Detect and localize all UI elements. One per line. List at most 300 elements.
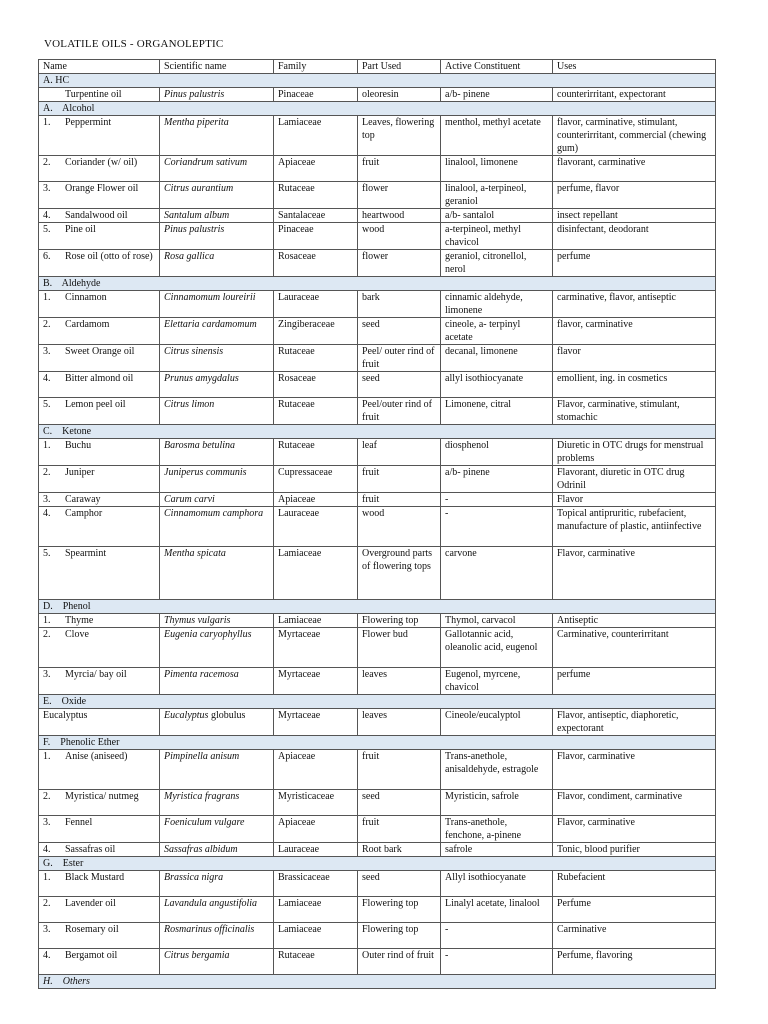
- scientific-name: [160, 897, 274, 923]
- uses: Rubefacient: [553, 871, 716, 897]
- category-row: [39, 425, 716, 439]
- family: Lamiaceae: [274, 614, 358, 628]
- family: Lauraceae: [274, 291, 358, 318]
- family: Myrtaceae: [274, 709, 358, 736]
- active-constituent: a/b- pinene: [441, 88, 553, 102]
- oil-name-cell: [39, 547, 160, 600]
- active-constituent: cineole, a- terpinyl acetate: [441, 318, 553, 345]
- scientific-name: [160, 372, 274, 398]
- active-constituent: decanal, limonene: [441, 345, 553, 372]
- scientific-name: [160, 843, 274, 857]
- part-used: fruit: [358, 493, 441, 507]
- table-row: [39, 871, 716, 897]
- scientific-name: [160, 398, 274, 425]
- scientific-name-text: Pinus palustris: [164, 89, 225, 100]
- active-constituent: Linalyl acetate, linalool: [441, 897, 553, 923]
- uses: disinfectant, deodorant: [553, 223, 716, 250]
- family: Pinaceae: [274, 223, 358, 250]
- part-used: fruit: [358, 816, 441, 843]
- table-row: [39, 439, 716, 466]
- family: Lamiaceae: [274, 547, 358, 600]
- col-header-name: Name: [39, 60, 160, 74]
- scientific-name-text: Elettaria cardamomum: [164, 319, 257, 330]
- oil-name-cell: [39, 88, 160, 102]
- category-row: [39, 975, 716, 989]
- oil-name: Cardamom: [65, 319, 110, 330]
- category-row: [39, 736, 716, 750]
- part-used: Leaves, flowering top: [358, 116, 441, 156]
- part-used: leaves: [358, 709, 441, 736]
- oil-name: Buchu: [65, 440, 92, 451]
- oil-name-cell: [39, 949, 160, 975]
- table-row: [39, 709, 716, 736]
- row-number: 2.: [43, 467, 51, 478]
- active-constituent: diosphenol: [441, 439, 553, 466]
- table-row: [39, 923, 716, 949]
- oil-name-cell: [39, 209, 160, 223]
- uses: Perfume, flavoring: [553, 949, 716, 975]
- uses: Flavor, condiment, carminative: [553, 790, 716, 816]
- table-row: [39, 318, 716, 345]
- uses: Carminative, counterirritant: [553, 628, 716, 668]
- family: Brassicaceae: [274, 871, 358, 897]
- row-number: 5.: [43, 548, 51, 559]
- oil-name: Thyme: [65, 615, 94, 626]
- oil-name-cell: [39, 668, 160, 695]
- oil-name-cell: [39, 493, 160, 507]
- uses: Flavorant, diuretic in OTC drug Odrinil: [553, 466, 716, 493]
- oil-name-cell: [39, 250, 160, 277]
- scientific-name-text: Brassica nigra: [164, 872, 224, 883]
- category-label: D. Phenol: [39, 600, 716, 614]
- row-number: 1.: [43, 872, 51, 883]
- uses: flavor, carminative, stimulant, counterirritant, commercial (chewing gum): [553, 116, 716, 156]
- part-used: wood: [358, 507, 441, 547]
- scientific-name: [160, 949, 274, 975]
- table-row: [39, 507, 716, 547]
- oil-name: Pine oil: [65, 224, 96, 235]
- active-constituent: a-terpineol, methyl chavicol: [441, 223, 553, 250]
- family: Apiaceae: [274, 156, 358, 182]
- oil-name-cell: [39, 816, 160, 843]
- oil-name: Rosemary oil: [65, 924, 119, 935]
- row-number: 5.: [43, 399, 51, 410]
- table-row: [39, 949, 716, 975]
- family: Lauraceae: [274, 507, 358, 547]
- family: Rutaceae: [274, 949, 358, 975]
- uses: Topical antipruritic, rubefacient, manufacture of plastic, antiinfective: [553, 507, 716, 547]
- table-row: [39, 345, 716, 372]
- scientific-name: [160, 614, 274, 628]
- uses: perfume: [553, 668, 716, 695]
- table-row: [39, 209, 716, 223]
- scientific-name-text: Eugenia caryophyllus: [164, 629, 252, 640]
- table-row: [39, 493, 716, 507]
- oil-name: Fennel: [65, 817, 93, 828]
- scientific-name-text: Mentha spicata: [164, 548, 226, 559]
- oil-name-cell: [39, 897, 160, 923]
- table-row: [39, 816, 716, 843]
- table-row: [39, 628, 716, 668]
- oil-name-cell: [39, 507, 160, 547]
- oil-name: Clove: [65, 629, 89, 640]
- uses: insect repellant: [553, 209, 716, 223]
- uses: Antiseptic: [553, 614, 716, 628]
- category-label: H. Others: [39, 975, 716, 989]
- scientific-name-text: Mentha piperita: [164, 117, 229, 128]
- family: Lamiaceae: [274, 897, 358, 923]
- table-row: [39, 466, 716, 493]
- table-row: [39, 250, 716, 277]
- uses: Flavor, carminative: [553, 547, 716, 600]
- oil-name: Spearmint: [65, 548, 107, 559]
- row-number: 1.: [43, 615, 51, 626]
- col-header-part-used: Part Used: [358, 60, 441, 74]
- table-row: [39, 223, 716, 250]
- category-label: G. Ester: [39, 857, 716, 871]
- part-used: Flower bud: [358, 628, 441, 668]
- active-constituent: a/b- santalol: [441, 209, 553, 223]
- oil-name-cell: [39, 439, 160, 466]
- row-number: 4.: [43, 508, 51, 519]
- active-constituent: Trans-anethole, fenchone, a-pinene: [441, 816, 553, 843]
- active-constituent: safrole: [441, 843, 553, 857]
- category-row: [39, 74, 716, 88]
- uses: Flavor, antiseptic, diaphoretic, expectorant: [553, 709, 716, 736]
- part-used: Peel/outer rind of fruit: [358, 398, 441, 425]
- part-used: Flowering top: [358, 923, 441, 949]
- part-used: seed: [358, 318, 441, 345]
- scientific-name-text: Citrus limon: [164, 399, 215, 410]
- uses: flavorant, carminative: [553, 156, 716, 182]
- scientific-name: [160, 88, 274, 102]
- row-number: 1.: [43, 751, 51, 762]
- row-number: 1.: [43, 117, 51, 128]
- oil-name: Rose oil (otto of rose): [65, 251, 153, 262]
- category-row: [39, 695, 716, 709]
- part-used: heartwood: [358, 209, 441, 223]
- row-number: 4.: [43, 950, 51, 961]
- scientific-name-text: Pinus palustris: [164, 224, 225, 235]
- scientific-name-text: Santalum album: [164, 210, 230, 221]
- scientific-name-text: Myristica fragrans: [164, 791, 240, 802]
- active-constituent: allyl isothiocyanate: [441, 372, 553, 398]
- scientific-name-text: Rosa gallica: [164, 251, 215, 262]
- category-row: [39, 102, 716, 116]
- uses: perfume: [553, 250, 716, 277]
- part-used: leaf: [358, 439, 441, 466]
- scientific-name-text: Citrus sinensis: [164, 346, 224, 357]
- scientific-name-text: Juniperus communis: [164, 467, 247, 478]
- table-body: [39, 74, 716, 989]
- family: Zingiberaceae: [274, 318, 358, 345]
- oil-name-cell: [39, 291, 160, 318]
- table-row: [39, 88, 716, 102]
- part-used: Peel/ outer rind of fruit: [358, 345, 441, 372]
- row-number: 4.: [43, 844, 51, 855]
- scientific-name: [160, 507, 274, 547]
- scientific-name: [160, 223, 274, 250]
- category-label: A. Alcohol: [39, 102, 716, 116]
- row-number: 2.: [43, 319, 51, 330]
- active-constituent: -: [441, 493, 553, 507]
- oil-name-cell: [39, 372, 160, 398]
- part-used: leaves: [358, 668, 441, 695]
- scientific-name: [160, 871, 274, 897]
- category-label: B. Aldehyde: [39, 277, 716, 291]
- part-used: Outer rind of fruit: [358, 949, 441, 975]
- scientific-name: [160, 182, 274, 209]
- active-constituent: linalool, limonene: [441, 156, 553, 182]
- oil-name: Lemon peel oil: [65, 399, 126, 410]
- oil-name-cell: [39, 871, 160, 897]
- document-title: VOLATILE OILS - ORGANOLEPTIC: [44, 38, 224, 50]
- row-number: 2.: [43, 898, 51, 909]
- scientific-name: [160, 291, 274, 318]
- uses: flavor, carminative: [553, 318, 716, 345]
- oil-name: Myrcia/ bay oil: [65, 669, 127, 680]
- part-used: flower: [358, 250, 441, 277]
- oil-name-cell: [39, 223, 160, 250]
- family: Lamiaceae: [274, 116, 358, 156]
- uses: flavor: [553, 345, 716, 372]
- oil-name: Bitter almond oil: [65, 373, 134, 384]
- family: Cupressaceae: [274, 466, 358, 493]
- row-number: 3.: [43, 494, 51, 505]
- part-used: fruit: [358, 466, 441, 493]
- oil-name: Bergamot oil: [65, 950, 118, 961]
- oil-name: Orange Flower oil: [65, 183, 139, 194]
- uses: perfume, flavor: [553, 182, 716, 209]
- row-number: 4.: [43, 210, 51, 221]
- oil-name: Sweet Orange oil: [65, 346, 135, 357]
- scientific-name-text: Sassafras albidum: [164, 844, 238, 855]
- row-number: 3.: [43, 346, 51, 357]
- scientific-name: [160, 466, 274, 493]
- row-number: 2.: [43, 791, 51, 802]
- oil-name-cell: [39, 466, 160, 493]
- active-constituent: a/b- pinene: [441, 466, 553, 493]
- oil-name-cell: [39, 790, 160, 816]
- active-constituent: -: [441, 923, 553, 949]
- active-constituent: carvone: [441, 547, 553, 600]
- uses: Flavor, carminative: [553, 750, 716, 790]
- oil-name: Black Mustard: [65, 872, 125, 883]
- table-row: [39, 668, 716, 695]
- category-label: A. HC: [39, 74, 716, 88]
- family: Pinaceae: [274, 88, 358, 102]
- scientific-name: [160, 923, 274, 949]
- oil-name-cell: [39, 318, 160, 345]
- scientific-name: [160, 156, 274, 182]
- uses: Carminative: [553, 923, 716, 949]
- oil-name: Sandalwood oil: [65, 210, 128, 221]
- scientific-name: [160, 750, 274, 790]
- scientific-name-text: Thymus vulgaris: [164, 615, 231, 626]
- uses: Tonic, blood purifier: [553, 843, 716, 857]
- oil-name-cell: [39, 843, 160, 857]
- family: Lamiaceae: [274, 923, 358, 949]
- scientific-name-text: Carum carvi: [164, 494, 215, 505]
- part-used: oleoresin: [358, 88, 441, 102]
- scientific-name-text: Prunus amygdalus: [164, 373, 239, 384]
- scientific-name-text: Citrus bergamia: [164, 950, 230, 961]
- active-constituent: menthol, methyl acetate: [441, 116, 553, 156]
- row-number: 3.: [43, 924, 51, 935]
- row-number: 3.: [43, 817, 51, 828]
- part-used: Flowering top: [358, 897, 441, 923]
- scientific-name-text: Coriandrum sativum: [164, 157, 248, 168]
- category-label: C. Ketone: [39, 425, 716, 439]
- scientific-name: [160, 318, 274, 345]
- col-header-uses: Uses: [553, 60, 716, 74]
- family: Myristicaceae: [274, 790, 358, 816]
- part-used: Flowering top: [358, 614, 441, 628]
- header-row: [39, 60, 716, 74]
- family: Santalaceae: [274, 209, 358, 223]
- family: Myrtaceae: [274, 628, 358, 668]
- scientific-name: [160, 116, 274, 156]
- active-constituent: Cineole/eucalyptol: [441, 709, 553, 736]
- table-row: [39, 750, 716, 790]
- row-number: 6.: [43, 251, 51, 262]
- family: Rutaceae: [274, 398, 358, 425]
- scientific-name-text: Citrus aurantium: [164, 183, 234, 194]
- active-constituent: geraniol, citronellol, nerol: [441, 250, 553, 277]
- category-label: F. Phenolic Ether: [39, 736, 716, 750]
- oil-name-cell: [39, 345, 160, 372]
- family: Rutaceae: [274, 345, 358, 372]
- oil-name: Caraway: [65, 494, 101, 505]
- oil-name-cell: [39, 923, 160, 949]
- family: Apiaceae: [274, 816, 358, 843]
- scientific-name-text: Cinnamomum loureirii: [164, 292, 256, 303]
- col-header-scientific-name: Scientific name: [160, 60, 274, 74]
- col-header-family: Family: [274, 60, 358, 74]
- category-row: [39, 857, 716, 871]
- oil-name: Anise (aniseed): [65, 751, 128, 762]
- row-number: 2.: [43, 157, 51, 168]
- oil-name: Eucalyptus: [43, 710, 88, 721]
- uses: Diuretic in OTC drugs for menstrual problems: [553, 439, 716, 466]
- part-used: wood: [358, 223, 441, 250]
- active-constituent: cinnamic aldehyde, limonene: [441, 291, 553, 318]
- oil-name-cell: [39, 116, 160, 156]
- active-constituent: -: [441, 949, 553, 975]
- oil-name: Cinnamon: [65, 292, 107, 303]
- active-constituent: Myristicin, safrole: [441, 790, 553, 816]
- scientific-name-text: Pimpinella anisum: [164, 751, 240, 762]
- active-constituent: Gallotannic acid, oleanolic acid, eugenol: [441, 628, 553, 668]
- scientific-name: [160, 816, 274, 843]
- table-row: [39, 398, 716, 425]
- oil-name: Sassafras oil: [65, 844, 116, 855]
- table-row: [39, 116, 716, 156]
- part-used: fruit: [358, 156, 441, 182]
- scientific-name: [160, 209, 274, 223]
- oil-name-cell: [39, 156, 160, 182]
- scientific-name-text: Pimenta racemosa: [164, 669, 239, 680]
- table-row: [39, 843, 716, 857]
- part-used: Root bark: [358, 843, 441, 857]
- row-number: 3.: [43, 183, 51, 194]
- scientific-name: [160, 547, 274, 600]
- table-row: [39, 790, 716, 816]
- family: Myrtaceae: [274, 668, 358, 695]
- table-row: [39, 897, 716, 923]
- active-constituent: Allyl isothiocyanate: [441, 871, 553, 897]
- family: Rutaceae: [274, 182, 358, 209]
- part-used: seed: [358, 790, 441, 816]
- oil-name: Juniper: [65, 467, 95, 478]
- row-number: 4.: [43, 373, 51, 384]
- uses: Flavor, carminative, stimulant, stomachic: [553, 398, 716, 425]
- row-number: 5.: [43, 224, 51, 235]
- oil-name: Myristica/ nutmeg: [65, 791, 139, 802]
- part-used: fruit: [358, 750, 441, 790]
- table-row: [39, 291, 716, 318]
- scientific-name-text: Lavandula angustifolia: [164, 898, 258, 909]
- active-constituent: linalool, a-terpineol, geraniol: [441, 182, 553, 209]
- oil-name-cell: [39, 182, 160, 209]
- scientific-name: [160, 439, 274, 466]
- family: Apiaceae: [274, 493, 358, 507]
- scientific-name: [160, 790, 274, 816]
- category-label: E. Oxide: [39, 695, 716, 709]
- row-number: 3.: [43, 669, 51, 680]
- scientific-name: [160, 628, 274, 668]
- family: Rosaceae: [274, 250, 358, 277]
- family: Apiaceae: [274, 750, 358, 790]
- uses: counterirritant, expectorant: [553, 88, 716, 102]
- table-row: [39, 372, 716, 398]
- oil-name: Camphor: [65, 508, 103, 519]
- active-constituent: Limonene, citral: [441, 398, 553, 425]
- scientific-name-text: Cinnamomum camphora: [164, 508, 264, 519]
- row-number: 2.: [43, 629, 51, 640]
- oil-name-cell: [39, 614, 160, 628]
- active-constituent: Thymol, carvacol: [441, 614, 553, 628]
- scientific-name-text: Barosma betulina: [164, 440, 236, 451]
- volatile-oils-table: [38, 59, 716, 989]
- scientific-name-epithet: globulus: [208, 710, 246, 721]
- scientific-name: [160, 709, 274, 736]
- uses: emollient, ing. in cosmetics: [553, 372, 716, 398]
- family: Rutaceae: [274, 439, 358, 466]
- table-row: [39, 182, 716, 209]
- scientific-name: [160, 668, 274, 695]
- part-used: seed: [358, 871, 441, 897]
- family: Rosaceae: [274, 372, 358, 398]
- category-row: [39, 277, 716, 291]
- scientific-name: [160, 493, 274, 507]
- scientific-name-text: Foeniculum vulgare: [164, 817, 245, 828]
- oil-name-cell: [39, 398, 160, 425]
- oil-name: Peppermint: [65, 117, 112, 128]
- part-used: flower: [358, 182, 441, 209]
- oil-name: Lavender oil: [65, 898, 116, 909]
- part-used: Overground parts of flowering tops: [358, 547, 441, 600]
- scientific-name-text: Eucalyptus: [164, 710, 209, 721]
- uses: Flavor, carminative: [553, 816, 716, 843]
- oil-name: Coriander (w/ oil): [65, 157, 138, 168]
- table-row: [39, 547, 716, 600]
- active-constituent: Eugenol, myrcene, chavicol: [441, 668, 553, 695]
- oil-name-cell: [39, 628, 160, 668]
- col-header-active-constituent: Active Constituent: [441, 60, 553, 74]
- family: Lauraceae: [274, 843, 358, 857]
- scientific-name: [160, 345, 274, 372]
